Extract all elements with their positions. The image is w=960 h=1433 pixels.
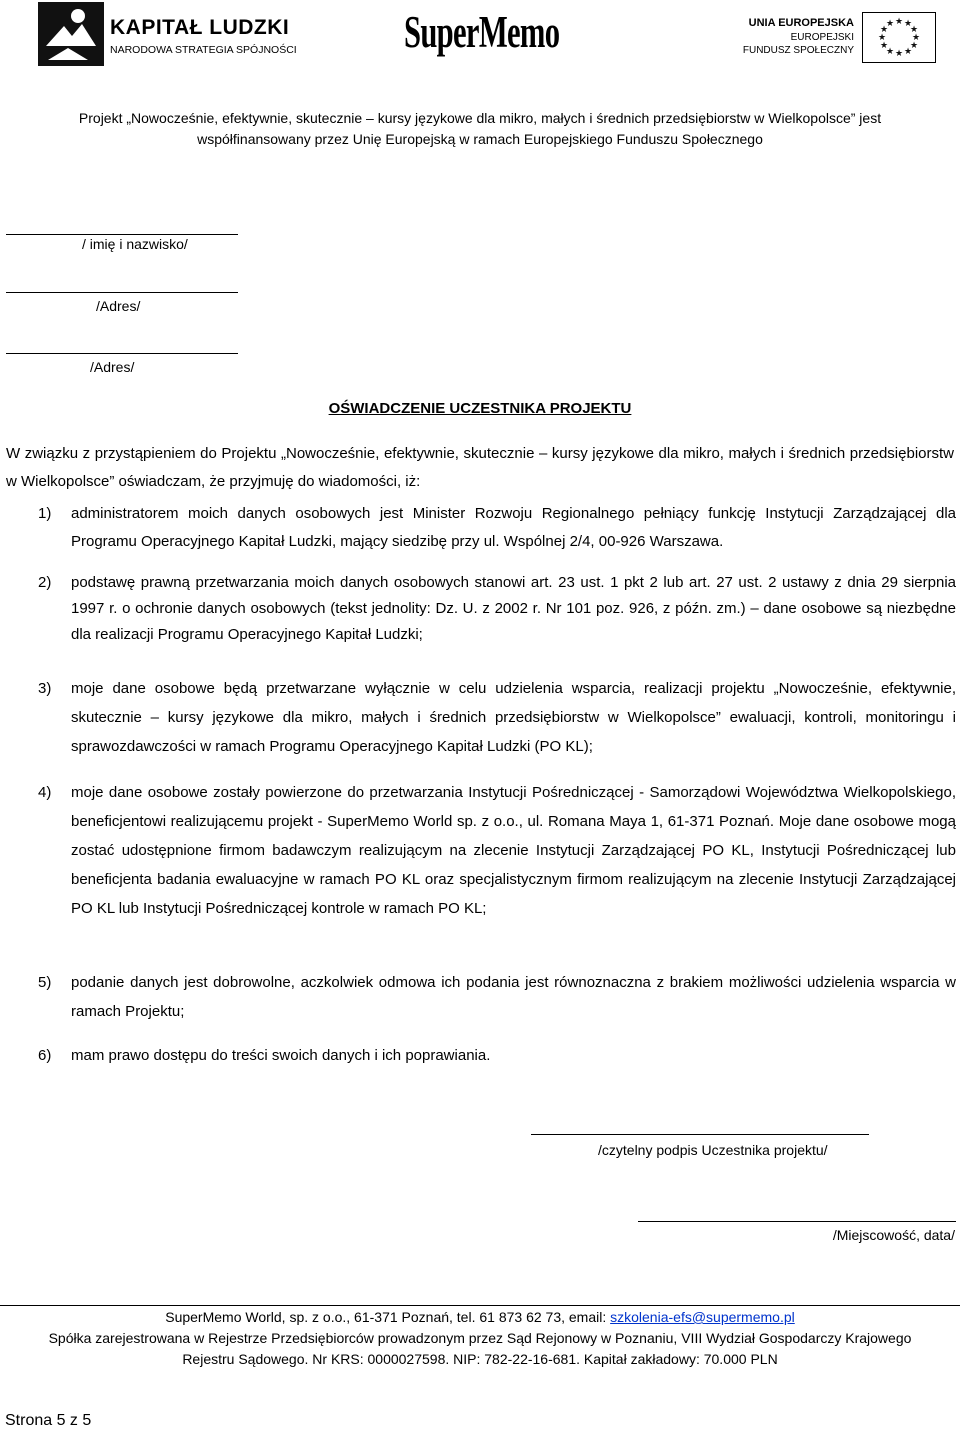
list-item-text: podanie danych jest dobrowolne, aczkolwiek odmowa ich podania jest równoznaczna z brakiem możliwości udzielenia wsparcia w ramach Projektu; bbox=[71, 974, 956, 1020]
project-notice bbox=[0, 108, 960, 150]
list-item bbox=[38, 674, 956, 761]
list-item-text: moje dane osobowe zostały powierzone do przetwarzania Instytucji Pośredniczącej - Samorządowi Województwa Wielkopolskiego, beneficjentowi realizującemu projekt - SuperMemo World sp. z o.o., ul. Romana Maya 1, 61-371 Poznań. Moje dane osobowe mogą zostać udostępnione firmom badawczym realizującym na zlecenie Instytucji Zarządzającej PO KL, Instytucji Pośredniczącej lub beneficjenta badania ewaluacyjne w ramach PO KL oraz specjalistycznym firmom realizującym na zlecenie Instytucji Zarządzającej PO KL lub Instytucji Pośredniczącej kontrole w ramach PO KL; bbox=[71, 784, 956, 917]
svg-text:★: ★ bbox=[879, 41, 889, 51]
list-item-text: moje dane osobowe będą przetwarzane wyłącznie w celu udzielenia wsparcia, realizacji projektu „Nowocześnie, efektywnie, skutecznie – kursy językowe dla mikro, małych i średnich przedsiębiorstw w Wielkopolsce” ewaluacji, kontroli, monitoringu i sprawozdawczości w ramach Programu Operacyjnego Kapitał Ludzki (PO KL); bbox=[71, 680, 956, 755]
name-fill-line bbox=[6, 234, 238, 235]
list-item bbox=[38, 968, 956, 1026]
list-item-number: 4) bbox=[38, 784, 52, 801]
footer-email-link[interactable]: szkolenia-efs@supermemo.pl bbox=[610, 1309, 795, 1325]
svg-text:★: ★ bbox=[911, 33, 921, 43]
footer bbox=[0, 1307, 960, 1370]
list-item bbox=[38, 1042, 956, 1070]
address2-label: /Adres/ bbox=[90, 359, 135, 375]
eu-logo-line3: FUNDUSZ SPOŁECZNY bbox=[742, 45, 854, 56]
list-item-number: 2) bbox=[38, 574, 52, 591]
place-date-line bbox=[638, 1221, 956, 1222]
svg-text:★: ★ bbox=[885, 19, 895, 29]
intro-paragraph: W związku z przystąpieniem do Projektu „Nowocześnie, efektywnie, skutecznie – kursy językowe dla mikro, małych i średnich przedsiębiorstw w Wielkopolsce” oświadczam, że przyjmuję do wiadomości, iż: bbox=[6, 445, 954, 490]
address2-fill-line bbox=[6, 353, 238, 354]
signature-line bbox=[531, 1134, 869, 1135]
svg-text:★: ★ bbox=[877, 33, 887, 43]
eu-logo bbox=[742, 12, 938, 62]
list-item-text: podstawę prawną przetwarzania moich danych osobowych stanowi art. 23 ust. 1 pkt 2 lub art. 27 ust. 2 ustawy z dnia 29 sierpnia 1997 r. o ochronie danych osobowych (tekst jednolity: Dz. U. z 2002 r. Nr 101 poz. 926, z późn. zm.) – dane osobowe są niezbędne dla realizacji Programu Operacyjnego Kapitał Ludzki; bbox=[71, 574, 956, 643]
list-item bbox=[38, 570, 956, 648]
document-title: OŚWIADCZENIE UCZESTNIKA PROJEKTU bbox=[328, 400, 632, 417]
svg-text:★: ★ bbox=[909, 25, 919, 35]
address1-label: /Adres/ bbox=[96, 298, 141, 314]
list-item-number: 6) bbox=[38, 1047, 52, 1064]
list-item-text: mam prawo dostępu do treści swoich danych i ich poprawiania. bbox=[71, 1047, 491, 1064]
list-item bbox=[38, 778, 956, 923]
supermemo-logo: SuperMemo bbox=[404, 7, 560, 57]
svg-text:★: ★ bbox=[885, 47, 895, 57]
svg-text:★: ★ bbox=[903, 19, 913, 29]
svg-text:★: ★ bbox=[903, 47, 913, 57]
project-notice-line1: Projekt „Nowocześnie, efektywnie, skutecznie – kursy językowe dla mikro, małych i średnich przedsiębiorstw w Wielkopolsce” jest bbox=[78, 110, 882, 126]
footer-contact-line bbox=[0, 1307, 960, 1328]
list-item-text: administratorem moich danych osobowych jest Minister Rozwoju Regionalnego pełniący funkcję Instytucji Zarządzającej dla Programu Operacyjnego Kapitał Ludzki, mający siedzibę przy ul. Wspólnej 2/4, 00-926 Warszawa. bbox=[71, 505, 956, 550]
list-item-number: 1) bbox=[38, 505, 52, 522]
eu-logo-line2: EUROPEJSKI bbox=[790, 32, 854, 43]
footer-krs-line: Rejestru Sądowego. Nr KRS: 0000027598. NIP: 782-22-16-681. Kapitał zakładowy: 70.000 PLN bbox=[182, 1351, 778, 1367]
footer-divider bbox=[0, 1305, 960, 1306]
footer-contact-text: SuperMemo World, sp. z o.o., 61-371 Poznań, tel. 61 873 62 73, email: bbox=[165, 1309, 611, 1325]
kapital-ludzki-title: KAPITAŁ LUDZKI bbox=[110, 16, 290, 39]
kapital-ludzki-emblem-icon bbox=[38, 2, 104, 66]
list-item-number: 5) bbox=[38, 974, 52, 991]
svg-text:★: ★ bbox=[879, 25, 889, 35]
name-label: / imię i nazwisko/ bbox=[82, 236, 188, 252]
list-item-number: 3) bbox=[38, 680, 52, 697]
address1-fill-line bbox=[6, 292, 238, 293]
place-date-label: /Miejscowość, data/ bbox=[832, 1227, 955, 1243]
eu-flag-icon bbox=[862, 12, 936, 63]
svg-text:★: ★ bbox=[894, 17, 904, 27]
svg-text:★: ★ bbox=[894, 49, 904, 59]
kapital-ludzki-logo bbox=[38, 2, 297, 66]
signature-label: /czytelny podpis Uczestnika projektu/ bbox=[598, 1142, 828, 1158]
kapital-ludzki-subtitle: NARODOWA STRATEGIA SPÓJNOŚCI bbox=[110, 44, 297, 56]
eu-logo-line1: UNIA EUROPEJSKA bbox=[748, 17, 854, 29]
svg-text:★: ★ bbox=[909, 41, 919, 51]
footer-registry-line: Spółka zarejestrowana w Rejestrze Przedsiębiorców prowadzonym przez Sąd Rejonowy w Poznaniu, VIII Wydział Gospodarczy Krajowego bbox=[48, 1330, 912, 1346]
list-item bbox=[38, 500, 956, 556]
project-notice-line2: współfinansowany przez Unię Europejską w ramach Europejskiego Funduszu Społecznego bbox=[197, 131, 763, 147]
page-number: Strona 5 z 5 bbox=[5, 1412, 92, 1429]
